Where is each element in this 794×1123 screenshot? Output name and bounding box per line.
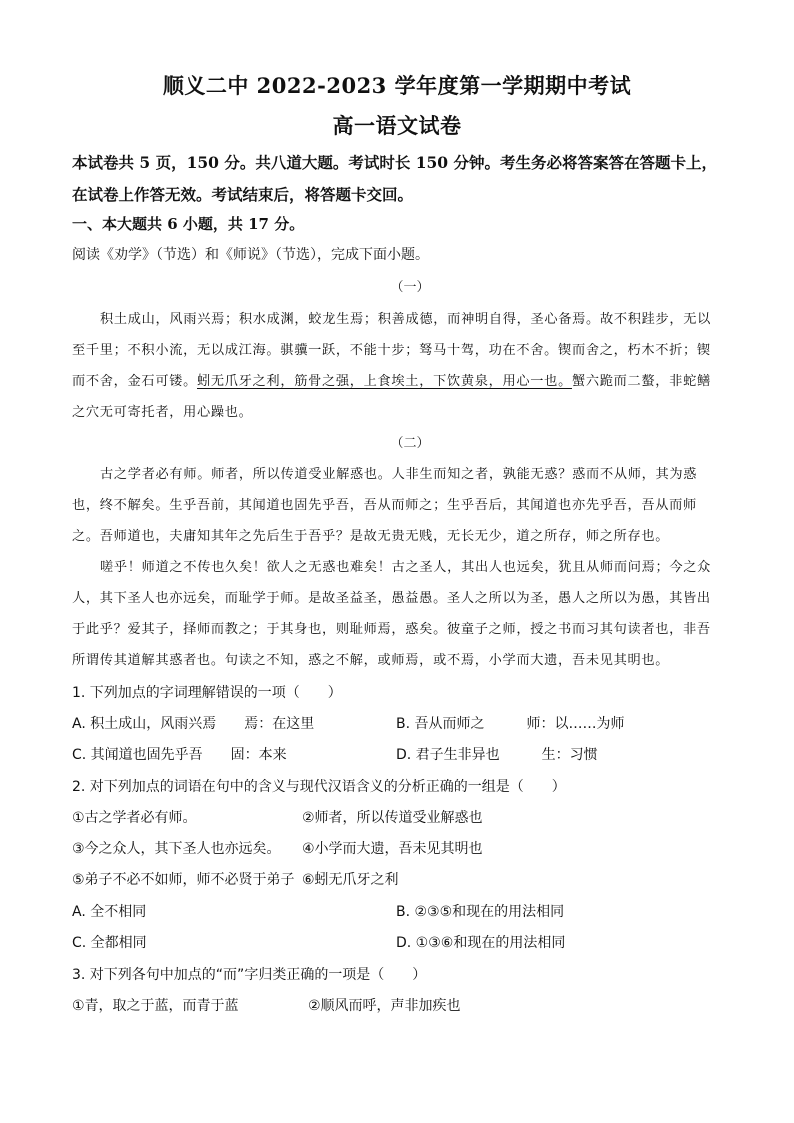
question-1-option-b: B. 吾从而师之 师：以……为师 (396, 716, 625, 732)
passage2-line: 人，其下圣人也亦远矣，而耻学于师。是故圣益圣，愚益愚。圣人之所以为圣，愚人之所以为愚，其皆出 (72, 591, 711, 606)
passage1-text: 而不舍，金石可镂。 (72, 374, 197, 389)
intro-line-2: 在试卷上作答无效。考试结束后，将答题卡交回。 (72, 185, 414, 204)
question-2-item: ②师者，所以传道受业解惑也 (302, 810, 483, 826)
question-2-item: ①古之学者必有师。 (72, 810, 197, 826)
passage2-line: 之。吾师道也，夫庸知其年之先后生于吾乎？是故无贵无贱，无长无少，道之所存，师之所存也。 (72, 529, 670, 544)
question-2-option-a: A. 全不相同 (72, 904, 147, 920)
passage2-line: 所谓传其道解其惑者也。句读之不知，惑之不解，或师焉，或不焉，小学而大遗，吾未见其明也。 (72, 653, 670, 668)
passage2-line: 于此乎？爱其子，择师而教之；于其身也，则耻师焉，惑矣。彼童子之师，授之书而习其句读者也，非吾 (72, 622, 711, 637)
passage1-line: 至千里；不积小流，无以成江海。骐骥一跃，不能十步；驽马十驾，功在不舍。锲而舍之，朽木不折；锲 (72, 343, 711, 358)
passage1-text: 蟹六跪而二螯，非蛇鳝 (571, 374, 711, 389)
passage2-line: 古之学者必有师。师者，所以传道受业解惑也。人非生而知之者，孰能无惑？惑而不从师，其为惑 (100, 467, 698, 482)
passage2-label: （二） (390, 436, 430, 451)
exam-subtitle: 高一语文试卷 (332, 113, 462, 138)
underlined-sentence: 蚓无爪牙之利，筋骨之强，上食埃土，下饮黄泉，用心一也。 (197, 374, 572, 389)
question-3-item: ②顺风而呼，声非加疾也 (308, 998, 461, 1014)
section-heading: 一、本大题共 6 小题，共 17 分。 (72, 215, 305, 233)
passage1-label: （一） (390, 280, 430, 295)
passage1-line: 之穴无可寄托者，用心躁也。 (72, 405, 253, 420)
question-2-item: ③今之众人，其下圣人也亦远矣。 (72, 841, 281, 857)
passage1-line: 积土成山，风雨兴焉；积水成渊，蛟龙生焉；积善成德，而神明自得，圣心备焉。故不积跬步，无以 (100, 312, 712, 327)
question-2-item: ④小学而大遗，吾未见其明也 (302, 841, 483, 857)
question-1-option-c: C. 其闻道也固先乎吾 固：本来 (72, 747, 287, 763)
question-3-stem: 3. 对下列各句中加点的“而”字归类正确的一项是（ ） (72, 967, 427, 983)
question-1-option-d: D. 君子生非异也 生：习惯 (396, 747, 598, 763)
question-1-stem: 1. 下列加点的字词理解错误的一项（ ） (72, 685, 342, 701)
question-2-option-c: C. 全都相同 (72, 935, 147, 951)
passage2-line: 也，终不解矣。生乎吾前，其闻道也固先乎吾，吾从而师之；生乎吾后，其闻道也亦先乎吾，吾从而师 (72, 498, 697, 513)
question-2-item: ⑥蚓无爪牙之利 (302, 872, 399, 888)
passage2-line: 嗟乎！师道之不传也久矣！欲人之无惑也难矣！古之圣人，其出人也远矣，犹且从师而问焉；今之众 (100, 560, 712, 575)
question-1-option-a: A. 积土成山，风雨兴焉 焉：在这里 (72, 716, 315, 732)
intro-line-1: 本试卷共 5 页，150 分。共八道大题。考试时长 150 分钟。考生务必将答案答在答题卡上， (72, 153, 717, 172)
section-instruction: 阅读《劝学》（节选）和《师说》（节选），完成下面小题。 (72, 247, 429, 263)
question-2-option-b: B. ②③⑤和现在的用法相同 (396, 904, 565, 920)
question-2-option-d: D. ①③⑥和现在的用法相同 (396, 935, 566, 951)
exam-title: 顺义二中 2022-2023 学年度第一学期期中考试 (162, 73, 632, 98)
question-2-item: ⑤弟子不必不如师，师不必贤于弟子 (72, 872, 295, 888)
question-3-item: ①青，取之于蓝，而青于蓝 (72, 998, 239, 1014)
passage1-line (72, 370, 722, 389)
question-2-stem: 2. 对下列加点的词语在句中的含义与现代汉语含义的分析正确的一组是（ ） (72, 779, 566, 795)
